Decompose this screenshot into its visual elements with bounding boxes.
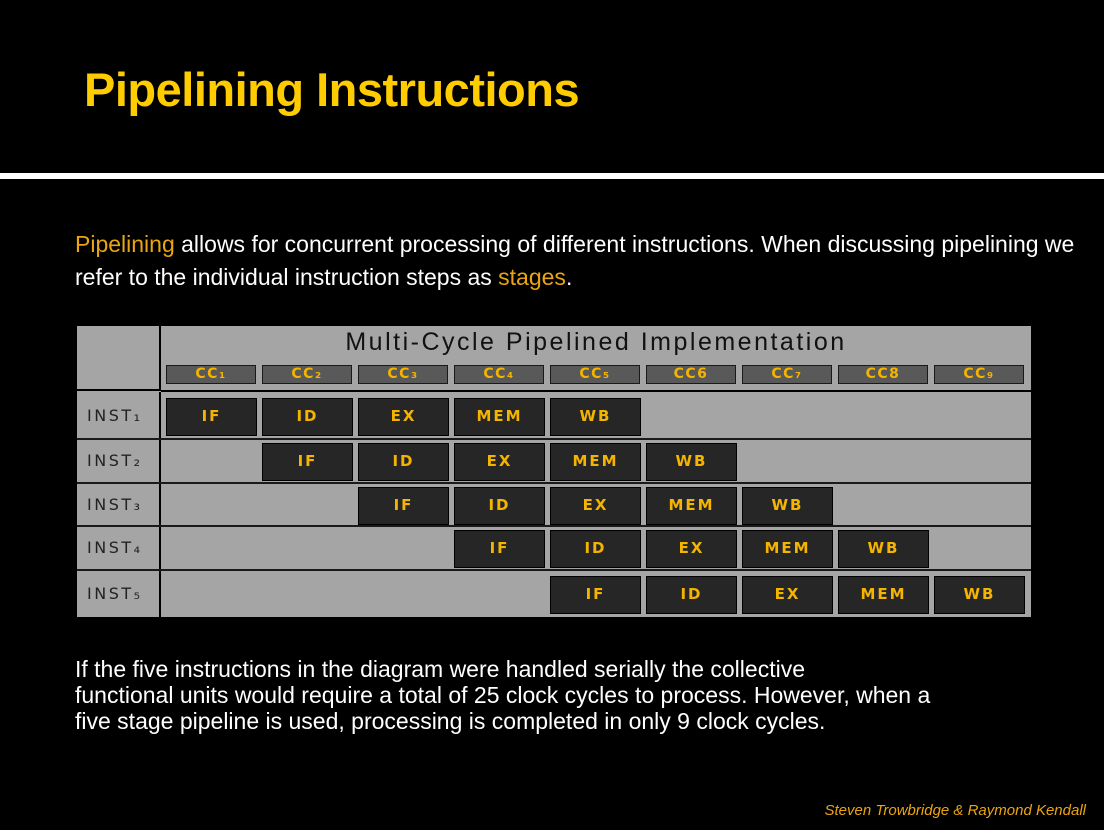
row-divider — [77, 525, 1031, 527]
clock-cycle-header-2: CC₂ — [262, 365, 352, 384]
clock-cycle-header-8: CC8 — [838, 365, 928, 384]
summary-line-2: functional units would require a total of 25 clock cycles to process. However, when a — [75, 682, 931, 708]
stage-cell-mem: MEM — [454, 398, 545, 436]
slide-title: Pipelining Instructions — [84, 63, 580, 116]
row-divider — [77, 482, 1031, 484]
stage-cell-ex: EX — [550, 487, 641, 525]
stage-cell-id: ID — [358, 443, 449, 481]
stage-cell-ex: EX — [454, 443, 545, 481]
clock-cycle-header-5: CC₅ — [550, 365, 640, 384]
stage-cell-mem: MEM — [646, 487, 737, 525]
stage-cell-if: IF — [262, 443, 353, 481]
stage-cell-if: IF — [550, 576, 641, 614]
term-pipelining: Pipelining — [75, 231, 175, 257]
diagram-title: Multi-Cycle Pipelined Implementation — [345, 328, 847, 356]
stage-cell-ex: EX — [358, 398, 449, 436]
stage-cell-wb: WB — [550, 398, 641, 436]
clock-cycle-header-1: CC₁ — [166, 365, 256, 384]
summary-paragraph — [75, 656, 1075, 734]
stage-cell-if: IF — [454, 530, 545, 568]
stage-cell-ex: EX — [742, 576, 833, 614]
instruction-label-3: INST₃ — [77, 483, 161, 526]
clock-cycle-header-3: CC₃ — [358, 365, 448, 384]
intro-end: . — [565, 264, 573, 290]
author-credit: Steven Trowbridge & Raymond Kendall — [824, 802, 1086, 819]
stage-cell-wb: WB — [838, 530, 929, 568]
clock-cycle-header-4: CC₄ — [454, 365, 544, 384]
stage-cell-mem: MEM — [742, 530, 833, 568]
stage-cell-wb: WB — [646, 443, 737, 481]
header-divider — [161, 390, 1031, 392]
stage-cell-wb: WB — [934, 576, 1025, 614]
term-stages: stages — [498, 264, 566, 290]
stage-cell-mem: MEM — [838, 576, 929, 614]
clock-cycle-header-7: CC₇ — [742, 365, 832, 384]
stage-cell-id: ID — [454, 487, 545, 525]
stage-cell-ex: EX — [646, 530, 737, 568]
instruction-label-4: INST₄ — [77, 526, 161, 570]
clock-cycle-header-9: CC₉ — [934, 365, 1024, 384]
stage-cell-id: ID — [550, 530, 641, 568]
instruction-label-5: INST₅ — [77, 570, 161, 617]
summary-line-3: five stage pipeline is used, processing is completed in only 9 clock cycles. — [75, 708, 826, 734]
stage-cell-wb: WB — [742, 487, 833, 525]
instruction-label-2: INST₂ — [77, 439, 161, 483]
clock-cycle-header-6: CC6 — [646, 365, 736, 384]
stage-cell-mem: MEM — [550, 443, 641, 481]
stage-cell-if: IF — [166, 398, 257, 436]
instruction-label-1: INST₁ — [77, 392, 161, 439]
stage-cell-if: IF — [358, 487, 449, 525]
row-divider — [77, 569, 1031, 571]
intro-paragraph — [75, 228, 1075, 294]
table-corner — [77, 326, 161, 391]
pipeline-diagram — [77, 326, 1031, 617]
stage-cell-id: ID — [646, 576, 737, 614]
row-divider — [77, 438, 1031, 440]
stage-cell-id: ID — [262, 398, 353, 436]
title-divider — [0, 173, 1104, 179]
summary-line-1: If the five instructions in the diagram were handled serially the collective — [75, 656, 805, 682]
intro-text: allows for concurrent processing of different instructions. When discussing pipelining we refer to the individual instruction steps as — [75, 231, 1075, 290]
